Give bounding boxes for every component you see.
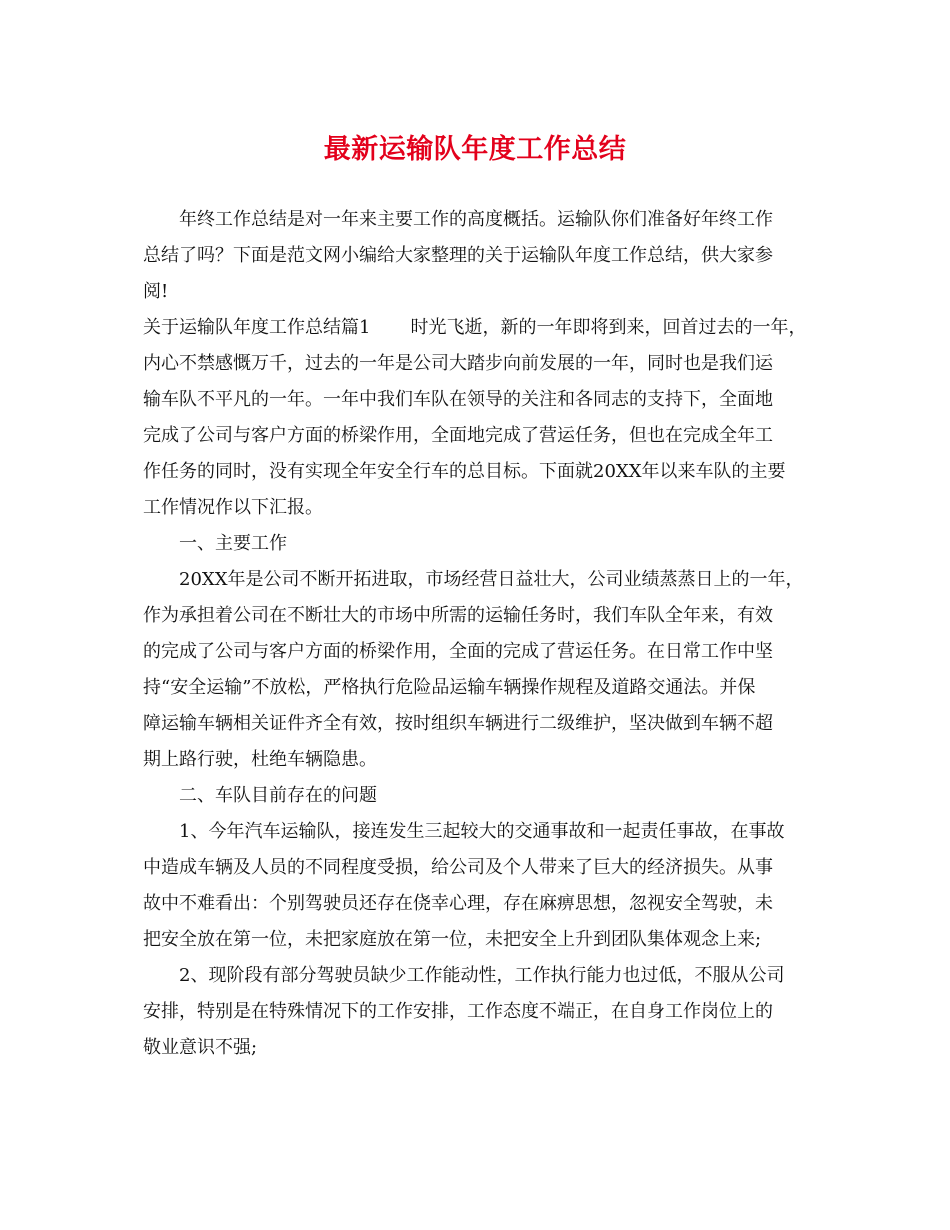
paragraph-line: 期上路行驶，杜绝车辆隐患。 <box>143 749 377 770</box>
paragraph-line: 工作情况作以下汇报。 <box>143 497 323 518</box>
paragraph-line: 安排，特别是在特殊情况下的工作安排，工作态度不端正，在自身工作岗位上的 <box>143 1001 773 1022</box>
document-title: 最新运输队年度工作总结 <box>323 134 627 165</box>
paragraph-line: 持“安全运输”不放松，严格执行危险品运输车辆操作规程及道路交通法。并保 <box>143 677 756 698</box>
paragraph-line: 的完成了公司与客户方面的桥梁作用，全面的完成了营运任务。在日常工作中坚 <box>143 641 773 662</box>
paragraph-line: 作为承担着公司在不断壮大的市场中所需的运输任务时，我们车队全年来，有效 <box>143 605 773 626</box>
paragraph-line: 2、现阶段有部分驾驶员缺少工作能动性，工作执行能力也过低，不服从公司 <box>179 965 785 986</box>
paragraph-line: 完成了公司与客户方面的桥梁作用，全面地完成了营运任务，但也在完成全年工 <box>143 425 773 446</box>
paragraph-line: 20XX年是公司不断开拓进取，市场经营日益壮大，公司业绩蒸蒸日上的一年， <box>179 569 804 590</box>
paragraph-line: 故中不难看出：个别驾驶员还存在侥幸心理，存在麻痹思想，忽视安全驾驶，未 <box>143 893 773 914</box>
paragraph-line: 敬业意识不强; <box>143 1037 258 1058</box>
paragraph-line: 把安全放在第一位，未把家庭放在第一位，未把安全上升到团队集体观念上来; <box>143 929 762 950</box>
paragraph-line: 内心不禁感慨万千，过去的一年是公司大踏步向前发展的一年，同时也是我们运 <box>143 353 773 374</box>
document-body <box>143 202 815 1066</box>
paragraph-line: 年终工作总结是对一年来主要工作的高度概括。运输队你们准备好年终工作 <box>179 209 773 230</box>
paragraph-line: 1、今年汽车运输队，接连发生三起较大的交通事故和一起责任事故，在事故 <box>179 821 785 842</box>
section-heading: 关于运输队年度工作总结篇1 <box>143 317 371 338</box>
paragraph-line: 阅! <box>143 281 169 302</box>
paragraph-line: 输车队不平凡的一年。一年中我们车队在领导的关注和各同志的支持下，全面地 <box>143 389 773 410</box>
subheading: 二、车队目前存在的问题 <box>179 785 377 806</box>
paragraph-line: 作任务的同时，没有实现全年安全行车的总目标。下面就20XX年以来车队的主要 <box>143 461 786 482</box>
paragraph-text: 时光飞逝，新的一年即将到来，回首过去的一年， <box>410 317 807 338</box>
paragraph-line: 总结了吗？下面是范文网小编给大家整理的关于运输队年度工作总结，供大家参 <box>143 245 773 266</box>
section-heading-line <box>143 310 815 346</box>
paragraph-line: 中造成车辆及人员的不同程度受损，给公司及个人带来了巨大的经济损失。从事 <box>143 857 773 878</box>
paragraph-line: 障运输车辆相关证件齐全有效，按时组织车辆进行二级维护，坚决做到车辆不超 <box>143 713 773 734</box>
subheading: 一、主要工作 <box>179 533 287 554</box>
